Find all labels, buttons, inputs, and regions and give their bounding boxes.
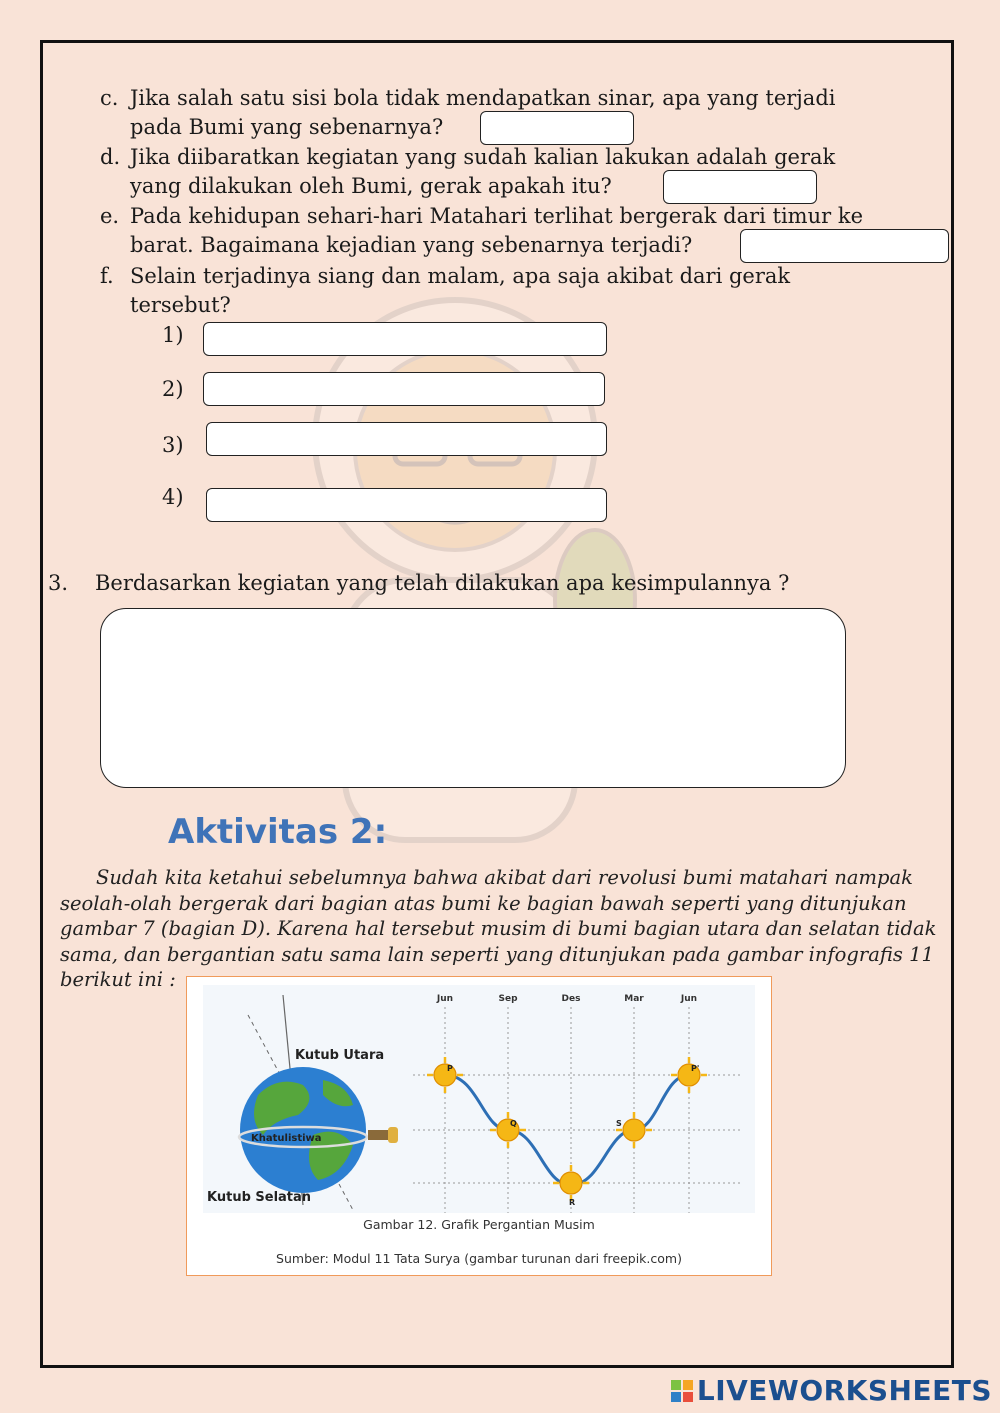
question-text: pada Bumi yang sebenarnya?	[130, 115, 444, 139]
question-number: 3.	[48, 571, 69, 595]
conclusion-input[interactable]	[100, 608, 846, 788]
season-diagram	[203, 985, 755, 1213]
figure-caption: Gambar 12. Grafik Pergantian Musim	[363, 1217, 595, 1232]
season-chart-figure	[186, 976, 772, 1276]
question-text: Pada kehidupan sehari-hari Matahari terlihat bergerak dari timur ke	[130, 204, 863, 228]
point-label: P	[447, 1064, 453, 1073]
month-label: Jun	[436, 994, 454, 1004]
effect-3-input[interactable]	[206, 422, 607, 456]
question-text: tersebut?	[130, 293, 231, 317]
effect-4-input[interactable]	[206, 488, 607, 522]
question-text: Berdasarkan kegiatan yang telah dilakukan apa kesimpulannya ?	[95, 571, 790, 595]
point-label: R	[569, 1198, 576, 1207]
figure-source: Sumber: Modul 11 Tata Surya (gambar turunan dari freepik.com)	[276, 1251, 682, 1266]
month-label: Sep	[498, 994, 518, 1004]
effect-2-input[interactable]	[203, 372, 605, 406]
question-text: yang dilakukan oleh Bumi, gerak apakah itu?	[130, 174, 612, 198]
month-label: Des	[561, 994, 581, 1004]
liveworksheets-logo	[671, 1374, 992, 1407]
question-label: d.	[100, 145, 121, 169]
south-pole-label: Kutub Selatan	[207, 1190, 312, 1205]
effect-1-input[interactable]	[203, 322, 607, 356]
activity-paragraph	[60, 865, 940, 993]
brand-logo-icon	[671, 1380, 693, 1402]
answer-c-input[interactable]	[480, 111, 634, 145]
month-label: Jun	[680, 994, 698, 1004]
question-label: f.	[100, 264, 114, 288]
question-label: c.	[100, 86, 119, 110]
point-label: Q	[510, 1119, 517, 1128]
paragraph-text: Sudah kita ketahui sebelumnya bahwa akibat dari revolusi bumi matahari nampak seolah-olah bergerak dari bagian atas bumi ke bagian bawah seperti yang ditunjukan gambar 7 (bagian D). Karena hal tersebut musim di bumi bagian utara dan selatan tidak sama, dan bergantian satu sama lain seperti yang ditunjukan pada gambar infografis 11 berikut ini :	[60, 866, 937, 991]
answer-e-input[interactable]	[740, 229, 949, 263]
question-text: Jika diibaratkan kegiatan yang sudah kalian lakukan adalah gerak	[130, 145, 836, 169]
month-label: Mar	[624, 994, 644, 1004]
effect-number-4: 4)	[162, 485, 184, 509]
equator-label: Khatulistiwa	[251, 1133, 322, 1144]
question-label: e.	[100, 204, 120, 228]
brand-text: LIVEWORKSHEETS	[696, 1374, 992, 1407]
point-label: S	[616, 1119, 622, 1128]
activity-heading: Aktivitas 2:	[168, 812, 388, 852]
earth-globe	[239, 1067, 367, 1193]
question-text: Jika salah satu sisi bola tidak mendapatkan sinar, apa yang terjadi	[130, 86, 836, 110]
effect-number-1: 1)	[162, 323, 184, 347]
effect-number-3: 3)	[162, 433, 184, 457]
answer-d-input[interactable]	[663, 170, 817, 204]
north-pole-label: Kutub Utara	[295, 1048, 385, 1063]
effect-number-2: 2)	[162, 377, 184, 401]
question-text: Selain terjadinya siang dan malam, apa saja akibat dari gerak	[130, 264, 791, 288]
question-text: barat. Bagaimana kejadian yang sebenarnya terjadi?	[130, 233, 693, 257]
point-label: P'	[691, 1064, 700, 1073]
